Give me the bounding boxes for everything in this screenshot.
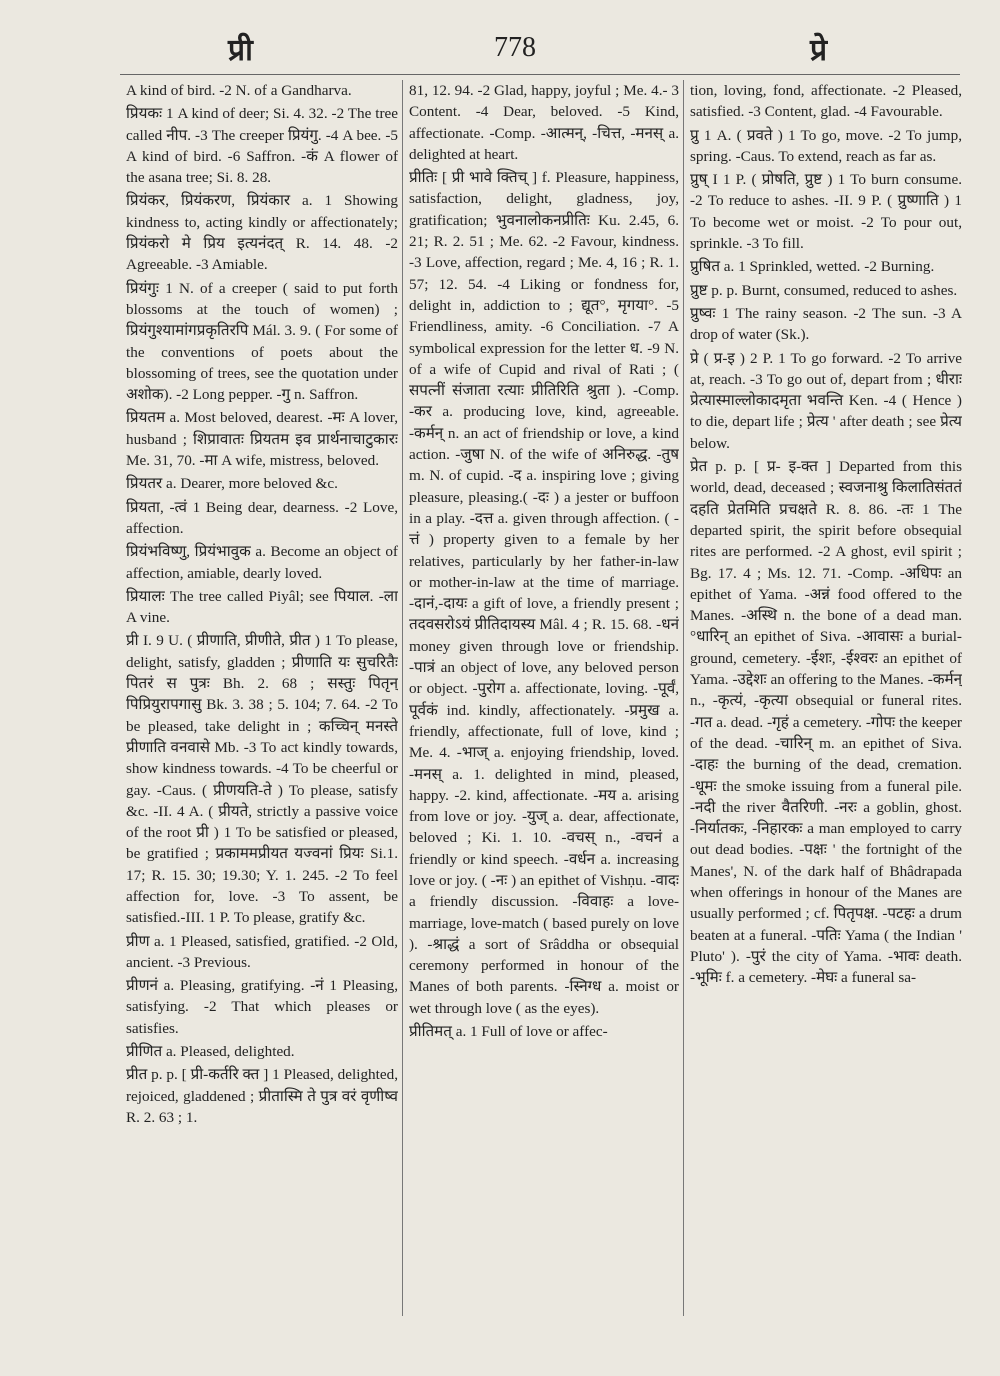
column-2	[409, 80, 679, 1370]
dictionary-entry: प्रुष्ट p. p. Burnt, consumed, reduced to ashes.	[690, 281, 958, 299]
right-guide-word: प्रे	[810, 33, 828, 68]
dictionary-entry: प्रुष् I 1 P. ( प्रोषति, प्रुष्ट ) 1 To burn consume. -2 To reduce to ashes. -II. 9 P. ( प्रुष्णाति ) 1 To become wet or moist. -2 To pour out, sprinkle. -3 To fill.	[690, 171, 962, 253]
column-1	[126, 80, 398, 1370]
dictionary-entry: प्रीण a. 1 Pleased, satisfied, gratified. -2 Old, ancient. -3 Previous.	[126, 932, 398, 971]
column-divider	[402, 80, 403, 1316]
dictionary-entry: प्रियता, -त्वं 1 Being dear, dearness. -2 Love, affection.	[126, 498, 398, 537]
column-divider	[683, 80, 684, 1316]
dictionary-entry: प्रियतम a. Most beloved, dearest. -मः A lover, husband ; शिप्रावातः प्रियतम इव प्रार्थनाचाटुकारः Me. 31, 70. -मा A wife, mistress, beloved.	[126, 409, 398, 470]
page-number: 778	[494, 32, 536, 63]
dictionary-entry: प्रियंगुः 1 N. of a creeper ( said to put forth blossoms at the touch of women) ; प्रियंगुश्यामांगप्रकृतिरपि Mál. 3. 9. ( For some of the conventions of poets about the blossoming of trees, see the quotation under अशोक). -2 Long pepper. -गु n. Saffron.	[126, 279, 398, 404]
dictionary-entry: प्री I. 9 U. ( प्रीणाति, प्रीणीते, प्रीत ) 1 To please, delight, satisfy, gladden ; प्रीणाति यः सुचरितैः पितरं स पुत्रः Bh. 2. 68 ; सस्तुः पितृन् पिप्रियुरापगासु Bk. 3. 38 ; 5. 104; 7. 64. -2 To be pleased, take delight in ; कच्चिन् मनस्ते प्रीणाति वनवासे Mb. -3 To act kindly towards, show kindness towards. -4 To be cheerful or gay. -Caus. ( प्रीणयति-ते ) To please, satisfy &c. -II. 4 A. ( प्रीयते, strictly a passive voice of the root प्री ) 1 To be satisfied or pleased, be gratified ; प्रकाममप्रीयत यज्वनां प्रियः Si.1. 17; R. 15. 30; 19.30; Y. 1. 245. -2 To feel affection for, love. -3 To assent, be satisfied.-III. 1 P. To please, gratify &c.	[126, 632, 398, 927]
dictionary-entry: प्रु 1 A. ( प्रवते ) 1 To go, move. -2 To jump, spring. -Caus. To extend, reach as far as.	[690, 126, 962, 165]
left-guide-word: प्री	[228, 33, 253, 68]
dictionary-entry: प्रीणित a. Pleased, delighted.	[126, 1043, 295, 1061]
dictionary-entry: प्रीत p. p. [ प्री-कर्तरि क्त ] 1 Pleased, delighted, rejoiced, gladdened ; प्रीतास्मि ते पुत्र वरं वृणीष्व R. 2. 63 ; 1.	[126, 1066, 398, 1126]
dictionary-entry: प्रीतिः [ प्री भावे क्तिच् ] f. Pleasure, happiness, satisfaction, delight, gladness, joy, gratification; भुवनालोकनप्रीतिः Ku. 2.45, 6. 21; R. 2. 51 ; Me. 62. -2 Favour, kindness. -3 Love, affection, regard ; Me. 4, 16 ; R. 1. 57; 12. 54. -4 Liking or fondness for, delight in, addiction to ; द्यूत°, मृगया°. -5 Friendliness, amity. -6 Conciliation. -7 A symbolical expression for the letter ध. -9 N. of a wife of Cupid and rival of Rati ; ( सपत्नीं संजाता रत्याः प्रीतिरिति श्रुता ). -Comp. -कर a. producing love, kind, agreeable. -कर्मन् n. an act of friendship or love, a kind action. -जुषा N. of the wife of अनिरुद्ध. -तुष m. N. of cupid. -द a. inspiring love ; giving pleasure, pleasing.( -दः ) a jester or buffoon in a play. -दत्त a. given through affection. ( -त्तं ) property given to a female by her relatives, particularly by her father-in-law or mother-in-law at the time of marriage. -दानं,-दायः a gift of love, a friendly present ; तदवसरोऽयं प्रीतिदायस्य Mâl. 4 ; R. 15. 68. -धनं money given through love or friendship. -पात्रं an object of love, any beloved person or object. -पुरोग a. affectionate, loving. -पूर्वं, पूर्वकं ind. kindly, affectionately. -प्रमुख a. friendly, affectionate, full of love, kind ; Me. 4. -भाज् a. enjoying friendship, loved. -मनस् a. 1. delighted in mind, pleased, happy. -2. kind, affectionate. -मय a. arising from love or joy. -युज् a. dear, affectionate, beloved ; Ki. 1. 10. -वचस् n., -वचनं a friendly or kind speech. -वर्धन a. increasing love or joy. ( -नः ) an epithet of Vishṇu. -वादः a friendly discussion. -विवाहः a love-marriage, love-match ( based purely on love ). -श्राद्धं a sort of Srâddha or obsequial ceremony performed in honour of the Manes of both parents. -स्निग्ध a. moist or wet through love ( as the eyes).	[409, 169, 679, 1017]
dictionary-entry: प्रियालः The tree called Piyâl; see पियाल. -ला A vine.	[126, 587, 398, 627]
dictionary-entry: tion, loving, fond, affectionate. -2 Pleased, satisfied. -3 Content, glad. -4 Favourable.	[690, 82, 962, 121]
running-head	[0, 18, 1000, 66]
dictionary-entry: प्रियतर a. Dearer, more beloved &c.	[126, 475, 338, 493]
dictionary-entry: A kind of bird. -2 N. of a Gandharva.	[126, 82, 352, 99]
dictionary-entry: प्रुषित a. 1 Sprinkled, wetted. -2 Burning.	[690, 258, 935, 276]
dictionary-entry: प्रीणनं a. Pleasing, gratifying. -नं 1 Pleasing, satisfying. -2 That which pleases or satisfies.	[126, 977, 398, 1037]
dictionary-entry: प्रीतिमत् a. 1 Full of love or affec-	[409, 1023, 608, 1041]
dictionary-entry: प्रियकः 1 A kind of deer; Si. 4. 32. -2 The tree called नीप. -3 The creeper प्रियंगु. -4 A bee. -5 A kind of bird. -6 Saffron. -कं A flower of the asana tree; Si. 8. 28.	[126, 105, 398, 187]
dictionary-entry: प्रुष्वः 1 The rainy season. -2 The sun. -3 A drop of water (Sk.).	[690, 304, 962, 344]
dictionary-entry: 81, 12. 94. -2 Glad, happy, joyful ; Me. 4.- 3 Content. -4 Dear, beloved. -5 Kind, affectionate. -Comp. -आत्मन्, -चित्त, -मनस् a. delighted at heart.	[409, 82, 679, 163]
dictionary-entry: प्रे ( प्र-इ ) 2 P. 1 To go forward. -2 To arrive at, reach. -3 To go out of, depart from ; धीराः प्रेत्यास्माल्लोकादमृता भवन्ति Ken. -4 ( Hence ) to die, depart life ; प्रेत्य ' after death ; see प्रेत्य below.	[690, 349, 962, 452]
header-rule	[120, 74, 960, 75]
column-3	[690, 80, 962, 1370]
dictionary-entry: प्रियंभविष्णु, प्रियंभावुक a. Become an object of affection, amiable, dearly loved.	[126, 543, 398, 582]
dictionary-entry: प्रियंकर, प्रियंकरण, प्रियंकार a. 1 Showing kindness to, acting kindly or affectionately; प्रियंकरो मे प्रिय इत्यनंदत् R. 14. 48. -2 Agreeable. -3 Amiable.	[126, 192, 398, 274]
dictionary-entry: प्रेत p. p. [ प्र- इ-क्त ] Departed from this world, dead, deceased ; स्वजनाश्रु किलातिसंततं दहति प्रेतमिति प्रचक्षते R. 8. 86. -तः 1 The departed spirit, the spirit before obsequial rites are performed. -2 A ghost, evil spirit ; Bg. 17. 4 ; Ms. 12. 71. -Comp. -अधिपः an epithet of Yama. -अन्नं food offered to the Manes. -अस्थि n. the bone of a dead man. °धारिन् an epithet of Siva. -आवासः a burial-ground, cemetery. -ईशः, -ईश्वरः an epithet of Yama. -उद्देशः an offering to the Manes. -कर्मन् n., -कृत्यं, -कृत्या obsequial or funeral rites. -गत a. dead. -गृहं a cemetery. -गोपः the keeper of the dead. -चारिन् m. an epithet of Siva. -दाहः the burning of the dead, cremation. -धूमः the smoke issuing from a funeral pile. -नदी the river वैतरिणी. -नरः a goblin, ghost. -निर्यातकः, -निहारकः a man employed to carry out dead bodies. -पक्षः ' the fortnight of the Manes', N. of the dark half of Bhâdrapada when offerings in honour of the Manes are usually performed ; cf. पितृपक्ष. -पटहः a drum beaten at a funeral. -पतिः Yama ( the Indian ' Pluto' ). -पुरं the city of Yama. -भावः death. -भूमिः f. a cemetery. -मेघः a funeral sa-	[690, 458, 962, 987]
